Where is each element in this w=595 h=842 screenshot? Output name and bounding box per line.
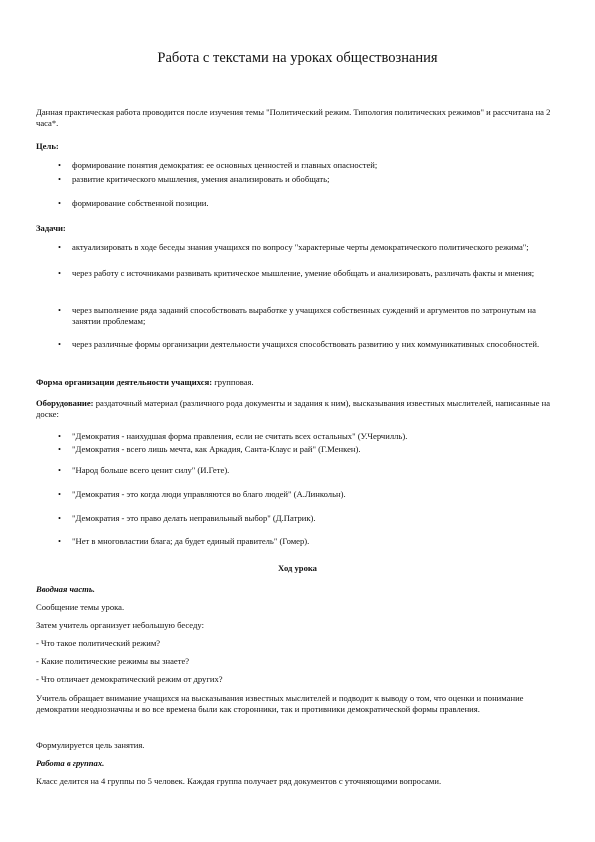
text-line: - Что отличает демократический режим от других? [36, 674, 223, 684]
bullet-icon: • [58, 198, 62, 208]
equipment-label: Оборудование: [36, 398, 94, 408]
tasks-heading: Задачи: [36, 223, 66, 233]
intro-paragraph: Данная практическая работа проводится после изучения темы "Политический режим. Типология политических режимов" и рассчитана на 2 часа*. [36, 107, 551, 128]
teacher-paragraph: Учитель обращает внимание учащихся на высказывания известных мыслителей и подводит к выводу о том, что оценки и понимание демократии неоднозначны и во все времена были как сторонники, так и противники демократической формы правления. [36, 693, 524, 714]
document-page: Работа с текстами на уроках обществознания Данная практическая работа проводится после изучения темы "Политический режим. Типология политических режимов" и рассчитана на 2 часа*. Цель: • формирование понятия демократия: ее основных ценностей и главных опасностей; • развитие критического мышления, умения анализировать и обобщать; • формирование собственной позиции. Задачи: • актуализировать в ходе беседы знания учащихся по вопросу "характерные черты демократического политического режима"; • через работу с источниками развивать критическое мышление, умение обобщать и анализировать, различать факты и мнения; • через выполнение ряда заданий способствовать выработке у учащихся собственных суждений и аргументов по затронутым на занятии проблемам; • через различные формы организации деятельности учащихся способствовать развитию у них коммуникативных способностей. Форма организации деятельности учащихся: групповая. Оборудование: раздаточный материал (различного рода документы и задания к ним), высказывания известных мыслителей, написанные на доске: • "Демократия - наихудшая форма правления, если не считать всех остальных" (У.Черчилль). • "Демократия - всего лишь мечта, как Аркадия, Санта-Клаус и рай" (Г.Менкен). • "Народ больше всего ценит силу" (И.Гете). • "Демократия - это когда люди управляются во благо людей" (А.Линкольн). • "Демократия - это право делать неправильный выбор" (Д.Патрик). • "Нет в многовластии блага; да будет единый правитель" (Гомер). Ход урока Вводная часть. Сообщение темы урока. Затем учитель организует небольшую беседу: - Что такое политический режим? - Какие политические режимы вы знаете? - Что отличает демократический режим от других? Учитель обращает внимание учащихся на высказывания известных мыслителей и подводит к выводу о том, что оценки и понимание демократии неоднозначны и во все времена были как сторонники, так и противники демократической формы правления. Формулируется цель занятия. Работа в группах. Класс делится на 4 группы по 5 человек. Каждая группа получает ряд документов с уточняющими вопросами. [0, 0, 595, 842]
goal-formulated-line: Формулируется цель занятия. [36, 740, 145, 750]
form-line [36, 377, 560, 388]
bullet-icon: • [58, 536, 62, 546]
form-label: Форма организации деятельности учащихся: [36, 377, 213, 387]
goal-heading: Цель: [36, 141, 59, 151]
text-line: - Какие политические режимы вы знаете? [36, 656, 190, 666]
groups-paragraph: Класс делится на 4 группы по 5 человек. Каждая группа получает ряд документов с уточняющими вопросами. [36, 776, 442, 786]
bullet-icon: • [58, 242, 62, 252]
bullet-icon: • [58, 160, 62, 170]
text-line: Сообщение темы урока. [36, 602, 125, 612]
bullet-icon: • [58, 444, 62, 454]
bullet-icon: • [58, 305, 62, 315]
groups-heading: Работа в группах. [36, 758, 105, 768]
bullet-icon: • [58, 513, 62, 523]
text-line: - Что такое политический режим? [36, 638, 161, 648]
bullet-icon: • [58, 465, 62, 475]
page-title: Работа с текстами на уроках обществознания [157, 50, 438, 66]
equipment-value: раздаточный материал (различного рода документы и задания к ним), высказывания известных мыслителей, написанные на доске: [36, 398, 551, 419]
text-line: Затем учитель организует небольшую беседу: [36, 620, 204, 630]
intro-part-heading: Вводная часть. [36, 584, 95, 594]
equipment-paragraph [36, 398, 560, 420]
bullet-icon: • [58, 174, 62, 184]
bullet-icon: • [58, 268, 62, 278]
lesson-heading: Ход урока [278, 563, 317, 573]
bullet-icon: • [58, 431, 62, 441]
bullet-icon: • [58, 489, 62, 499]
form-value: групповая. [212, 377, 254, 387]
bullet-icon: • [58, 339, 62, 349]
